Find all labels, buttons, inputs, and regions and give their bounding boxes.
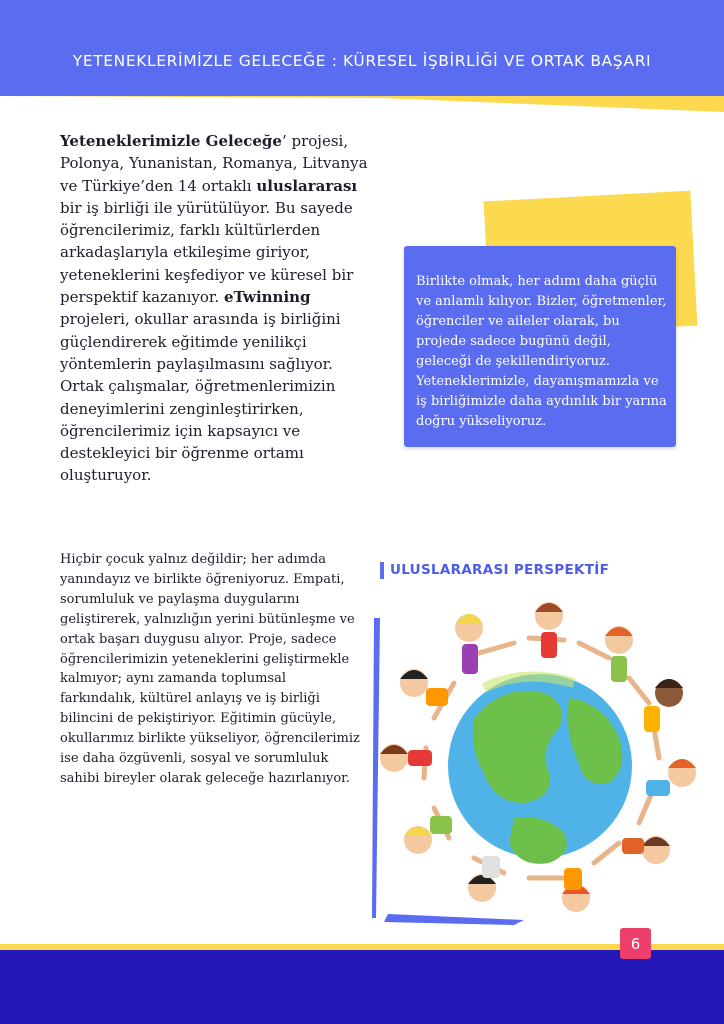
intro-text-1: ’ projesi, Polonya, Yunanistan, Romanya, Litvanya ve Türkiye’den 14 ortaklı: [60, 132, 368, 195]
intro-paragraph: [60, 130, 380, 487]
children-around-globe-icon: [364, 588, 704, 928]
second-paragraph: Hiçbir çocuk yalnız değildir; her adımda yanındayız ve birlikte öğreniyoruz. Empati, sorumluluk ve paylaşma duygularını geliştirerek, yalnızlığın yerini bütünleşme ve ortak başarı duygusu alıyor. Proje, sadece öğrencilerimizin yeteneklerini geliştirmekle kalmıyor; aynı zamanda toplumsal farkındalık, kültürel anlayış ve iş birliği bilincini de pekiştiriyor. Eğitimin gücüyle, okullarımız birlikte yükseliyor, öğrencilerimiz ise daha özgüvenli, sosyal ve sorumluluk sahibi bireyler olarak geleceğe hazırlanıyor.: [60, 552, 360, 786]
intro-text-3: projeleri, okullar arasında iş birliğini güçlendirerek eğitimde yenilikçi yöntemlerin paylaşılmasını sağlıyor. Ortak çalışmalar, öğretmenlerimizin deneyimlerini zenginleştirirken, öğrencilerimiz için kapsayıcı ve destekleyici bir öğrenme ortamı oluşturuyor.: [60, 310, 341, 485]
quote-box: [404, 246, 676, 447]
header-title: YETENEKLERİMİZLE GELECEĞE : KÜRESEL İŞBİRLİĞİ VE ORTAK BAŞARI: [72, 52, 652, 70]
page-header: [0, 0, 724, 96]
quote-text: Birlikte olmak, her adımı daha güçlü ve anlamlı kılıyor. Bizler, öğretmenler, öğrenciler ve aileler olarak, bu projede sadece bugünü değil, geleceği de şekillendiriyoruz. Yeteneklerimizle, dayanışmamızla ve iş birliğimizle daha aydınlık bir yarına doğru yükseliyoruz.: [416, 274, 667, 429]
etwinning-keyword: eTwinning: [223, 288, 311, 307]
intro-text-2: bir iş birliği ile yürütülüyor. Bu sayede öğrencilerimiz, farklı kültürlerden arkadaşlarıyla etkileşime giriyor, yeteneklerini keşfediyor ve küresel bir perspektif kazanıyor.: [60, 198, 354, 307]
header-yellow-stripe: [0, 94, 724, 120]
section-title: ULUSLARARASI PERSPEKTİF: [390, 562, 610, 578]
international-keyword: uluslararası: [256, 176, 358, 195]
section-accent-bar: [380, 562, 384, 579]
page-number-badge: 6: [620, 928, 651, 959]
page-footer: [0, 950, 724, 1024]
project-name: Yeteneklerimizle Geleceğe: [60, 132, 282, 150]
